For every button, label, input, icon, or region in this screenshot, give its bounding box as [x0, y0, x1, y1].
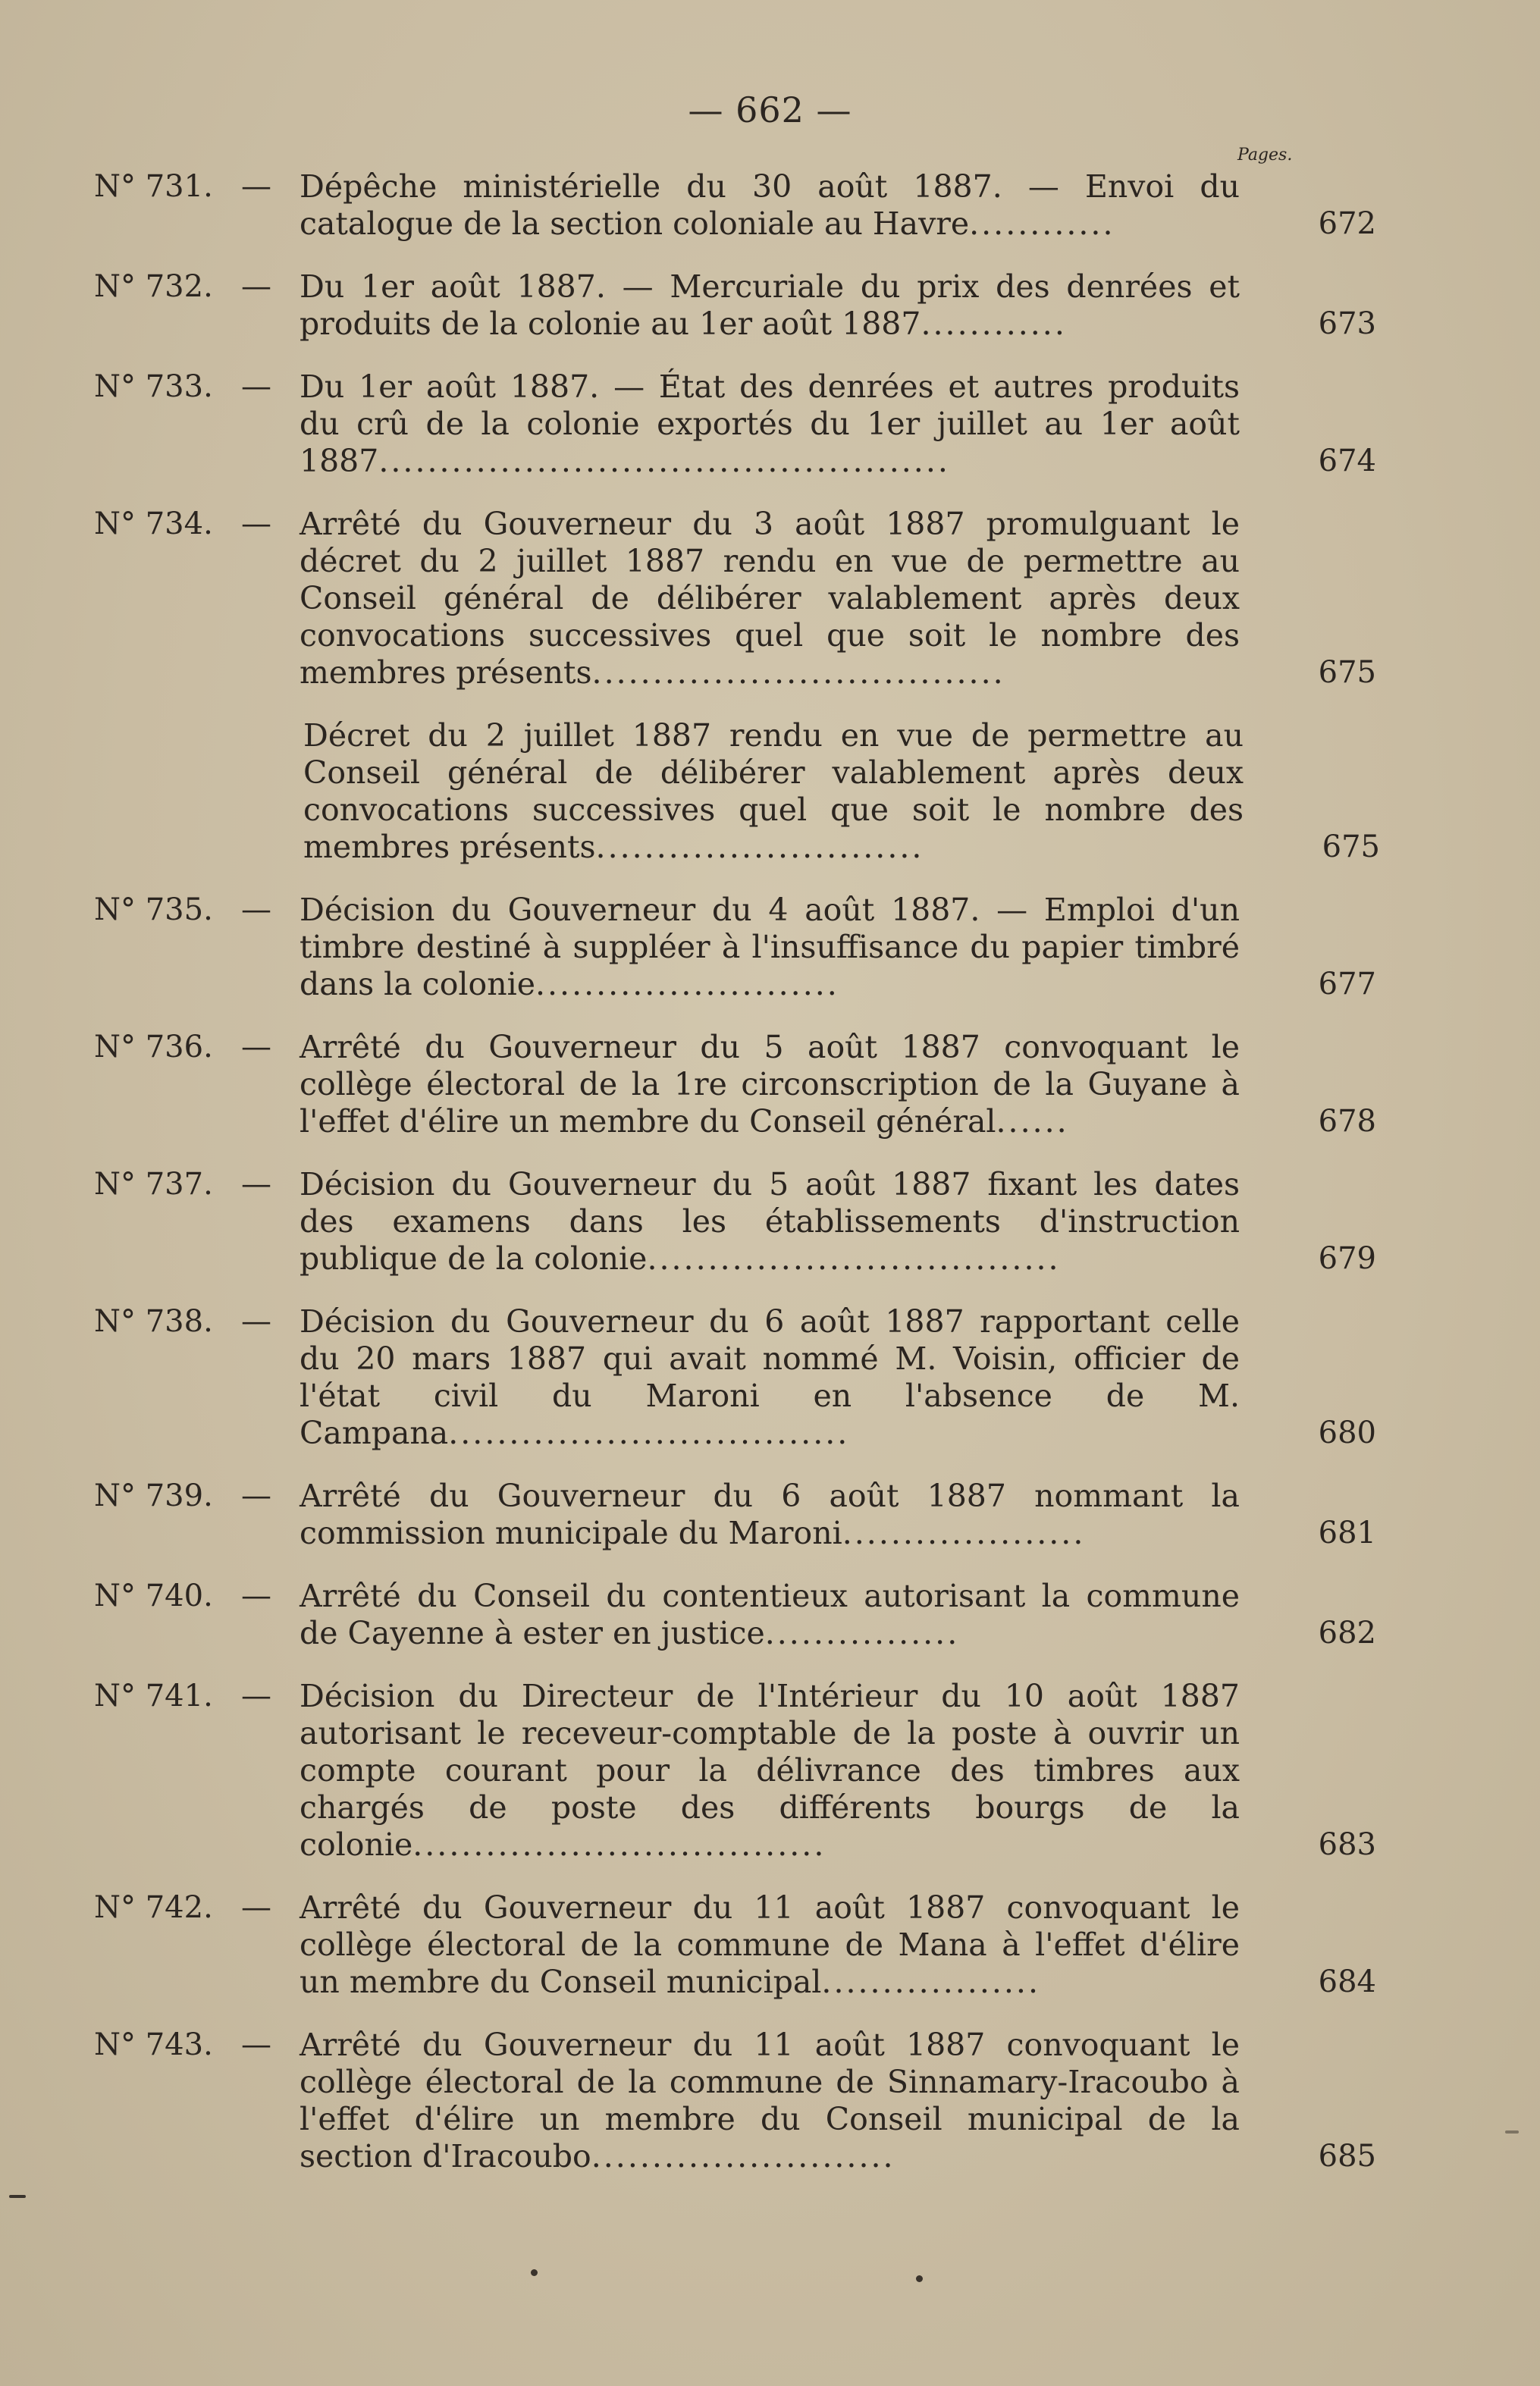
entry-page: 683	[1318, 1827, 1376, 1862]
entry-description: Arrêté du Gouverneur du 11 août 1887 convoquant le collège électoral de la commune de Mana à l'effet d'élire un membre du Conseil municipal	[300, 1889, 1240, 2000]
entry-description: Décision du Gouverneur du 4 août 1887. — Emploi d'un timbre destiné à suppléer à l'insuffisance du papier timbré dans la colonie	[300, 892, 1240, 1002]
toc-entry-735	[0, 892, 1540, 1003]
entry-text	[300, 1303, 1376, 1452]
entry-description: Arrêté du Conseil du contentieux autorisant la commune de Cayenne à ester en justice	[300, 1578, 1240, 1651]
entry-description: Du 1er août 1887. — État des denrées et autres produits du crû de la colonie exportés du 1er juillet au 1er août 1887	[300, 368, 1240, 479]
entry-page: 675	[1318, 655, 1376, 690]
entry-description: Du 1er août 1887. — Mercuriale du prix des denrées et produits de la colonie au 1er août 1887	[300, 268, 1240, 342]
entry-number: N° 731.	[94, 169, 213, 204]
entry-page: 672	[1318, 206, 1376, 241]
entry-dash: —	[241, 169, 271, 204]
entry-number: N° 739.	[94, 1478, 213, 1513]
entry-number: N° 737.	[94, 1167, 213, 1202]
entry-number: N° 732.	[94, 269, 213, 304]
entry-text	[300, 506, 1376, 691]
entry-description: Arrêté du Gouverneur du 6 août 1887 nommant la commission municipale du Maroni	[300, 1478, 1240, 1551]
paper-speck	[531, 2269, 538, 2276]
leader-dots: ...........................	[595, 829, 924, 865]
entry-dash: —	[241, 1579, 271, 1613]
entry-description: Décision du Gouverneur du 6 août 1887 rapportant celle du 20 mars 1887 qui avait nommé M. Voisin, officier de l'état civil du Maroni en l'absence de M. Campana	[300, 1303, 1240, 1451]
entry-text	[300, 892, 1376, 1003]
toc-entry-731	[0, 168, 1540, 243]
entry-number: N° 733.	[94, 369, 213, 404]
paper-speck	[916, 2275, 923, 2282]
entry-dash: —	[241, 369, 271, 404]
toc-entry-736	[0, 1029, 1540, 1140]
entry-text	[303, 717, 1380, 866]
entry-page: 678	[1318, 1104, 1376, 1139]
entry-text	[300, 368, 1376, 480]
entry-page: 681	[1318, 1516, 1376, 1550]
paper-speck	[9, 2195, 26, 2198]
toc-entry-733	[0, 368, 1540, 480]
entry-number: N° 736.	[94, 1030, 213, 1064]
entry-dash: —	[241, 1030, 271, 1064]
entry-text	[300, 168, 1376, 243]
entry-dash: —	[241, 1167, 271, 1202]
leader-dots: ............	[921, 306, 1067, 342]
entry-number: N° 741.	[94, 1679, 213, 1713]
entry-dash: —	[241, 1679, 271, 1713]
entry-description: Arrêté du Gouverneur du 11 août 1887 convoquant le collège électoral de la commune de Sinnamary-Iracoubo à l'effet d'élire un membre du Conseil municipal de la section d'Iracoubo	[300, 2027, 1240, 2174]
entry-description: Décision du Directeur de l'Intérieur du 10 août 1887 autorisant le receveur-comptable de la poste à ouvrir un compte courant pour la délivrance des timbres aux chargés de poste des différents bourgs de la colonie	[300, 1678, 1240, 1863]
toc-entry-739	[0, 1478, 1540, 1552]
entry-text	[300, 1678, 1376, 1864]
entry-text	[300, 1029, 1376, 1140]
entry-page: 673	[1318, 306, 1376, 341]
entry-description: Arrêté du Gouverneur du 5 août 1887 convoquant le collège électoral de la 1re circonscription de la Guyane à l'effet d'élire un membre du Conseil général	[300, 1029, 1240, 1140]
leader-dots: ...............................................	[378, 443, 950, 479]
entry-page: 680	[1318, 1416, 1376, 1450]
leader-dots: .................................	[448, 1415, 850, 1451]
toc-entry-740	[0, 1578, 1540, 1652]
entry-page: 682	[1318, 1616, 1376, 1651]
toc-entry-737	[0, 1166, 1540, 1278]
toc-entry-741	[0, 1678, 1540, 1864]
entry-dash: —	[241, 269, 271, 304]
entry-page: 674	[1318, 444, 1376, 478]
toc-entry-738	[0, 1303, 1540, 1452]
entry-description: Dépêche ministérielle du 30 août 1887. — Envoi du catalogue de la section coloniale au Havre	[300, 168, 1240, 242]
entry-number: N° 743.	[94, 2027, 213, 2062]
entry-dash: —	[241, 506, 271, 541]
leader-dots: ..................................	[647, 1240, 1061, 1277]
entry-number: N° 734.	[94, 506, 213, 541]
pages-column-label: Pages.	[1237, 146, 1293, 165]
entry-number: N° 740.	[94, 1579, 213, 1613]
table-of-contents	[0, 168, 1540, 2201]
entry-number: N° 738.	[94, 1304, 213, 1339]
leader-dots: ....................	[842, 1515, 1086, 1551]
entry-number: N° 735.	[94, 892, 213, 927]
entry-text	[300, 268, 1376, 343]
entry-dash: —	[241, 1304, 271, 1339]
leader-dots: ............	[969, 205, 1115, 242]
entry-page: 685	[1318, 2139, 1376, 2174]
leader-dots: ......	[996, 1103, 1069, 1140]
entry-page: 675	[1322, 829, 1380, 864]
entry-text	[300, 1478, 1376, 1552]
entry-text	[300, 2027, 1376, 2175]
entry-description: Arrêté du Gouverneur du 3 août 1887 promulguant le décret du 2 juillet 1887 rendu en vue de permettre au Conseil général de délibérer valablement après deux convocations successives quel que soit le nombre des membres présents	[300, 506, 1240, 691]
toc-entry-743	[0, 2027, 1540, 2175]
toc-entry-732	[0, 268, 1540, 343]
leader-dots: .........................	[591, 2138, 895, 2174]
leader-dots: ..................................	[412, 1826, 826, 1863]
entry-page: 679	[1318, 1241, 1376, 1276]
entry-description: Décret du 2 juillet 1887 rendu en vue de permettre au Conseil général de délibérer valablement après deux convocations successives quel que soit le nombre des membres présents	[303, 717, 1244, 865]
entry-dash: —	[241, 1890, 271, 1925]
leader-dots: ..................................	[591, 654, 1005, 691]
entry-text	[300, 1889, 1376, 2001]
leader-dots: ..................	[821, 1964, 1040, 2000]
paper-speck	[1505, 2130, 1519, 2134]
leader-dots: .........................	[535, 966, 839, 1002]
toc-entry-742	[0, 1889, 1540, 2001]
leader-dots: ................	[764, 1615, 960, 1651]
entry-page: 684	[1318, 1964, 1376, 1999]
entry-page: 677	[1318, 967, 1376, 1002]
page-number: — 662 —	[688, 89, 852, 130]
entry-text	[300, 1578, 1376, 1652]
entry-dash: —	[241, 1478, 271, 1513]
entry-text	[300, 1166, 1376, 1278]
entry-description: Décision du Gouverneur du 5 août 1887 fixant les dates des examens dans les établissements d'instruction publique de la colonie	[300, 1166, 1240, 1277]
toc-entry-734	[0, 506, 1540, 691]
entry-number: N° 742.	[94, 1890, 213, 1925]
entry-dash: —	[241, 2027, 271, 2062]
toc-entry-734-decree	[0, 717, 1540, 866]
entry-dash: —	[241, 892, 271, 927]
